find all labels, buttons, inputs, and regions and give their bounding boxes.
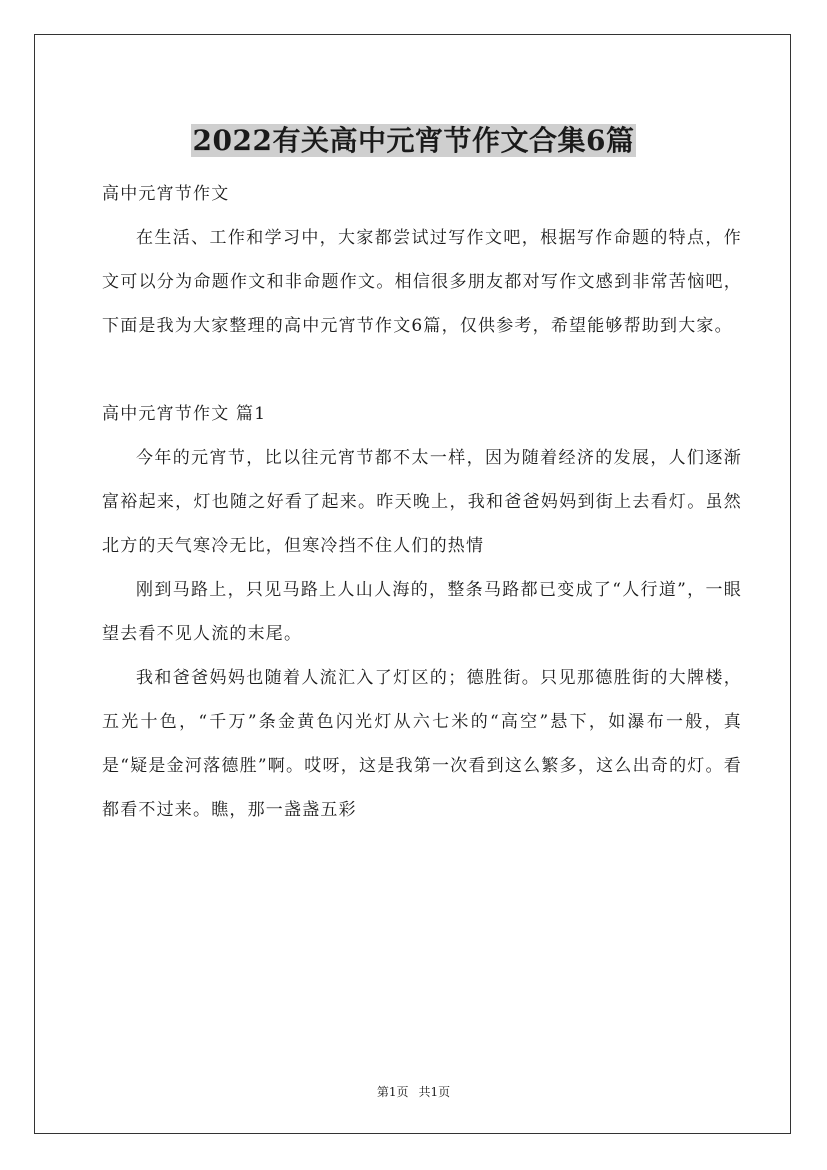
body-paragraph-1: 今年的元宵节，比以往元宵节都不太一样，因为随着经济的发展，人们逐渐富裕起来，灯也随之好看了起来。昨天晚上，我和爸爸妈妈到街上去看灯。虽然北方的天气寒冷无比，但寒冷挡不住人们的热情 [102,448,742,556]
page-footer [0,1084,827,1100]
section-spacer [102,348,742,392]
essay-heading: 高中元宵节作文 篇1 [102,404,267,424]
body-paragraph-2: 刚到马路上，只见马路上人山人海的，整条马路都已变成了“人行道”，一眼望去看不见人流的末尾。 [102,580,742,644]
body-paragraph-3: 我和爸爸妈妈也随着人流汇入了灯区的；德胜街。只见那德胜街的大牌楼，五光十色，“千万”条金黄色闪光灯从六七米的“高空”悬下，如瀑布一般，真是“疑是金河落德胜”啊。哎呀，这是我第一次看到这么繁多，这么出奇的灯。看都看不过来。瞧，那一盏盏五彩 [102,668,742,820]
document-title-text: 2022有关高中元宵节作文合集6篇 [192,123,635,157]
page-number: 第1页 [376,1085,409,1099]
document-body [102,172,742,832]
page-total: 共1页 [418,1085,451,1099]
section-heading: 高中元宵节作文 [102,184,230,204]
document-title [0,121,827,161]
intro-paragraph: 在生活、工作和学习中，大家都尝试过写作文吧，根据写作命题的特点，作文可以分为命题作文和非命题作文。相信很多朋友都对写作文感到非常苦恼吧，下面是我为大家整理的高中元宵节作文6篇，仅供参考，希望能够帮助到大家。 [102,228,742,336]
